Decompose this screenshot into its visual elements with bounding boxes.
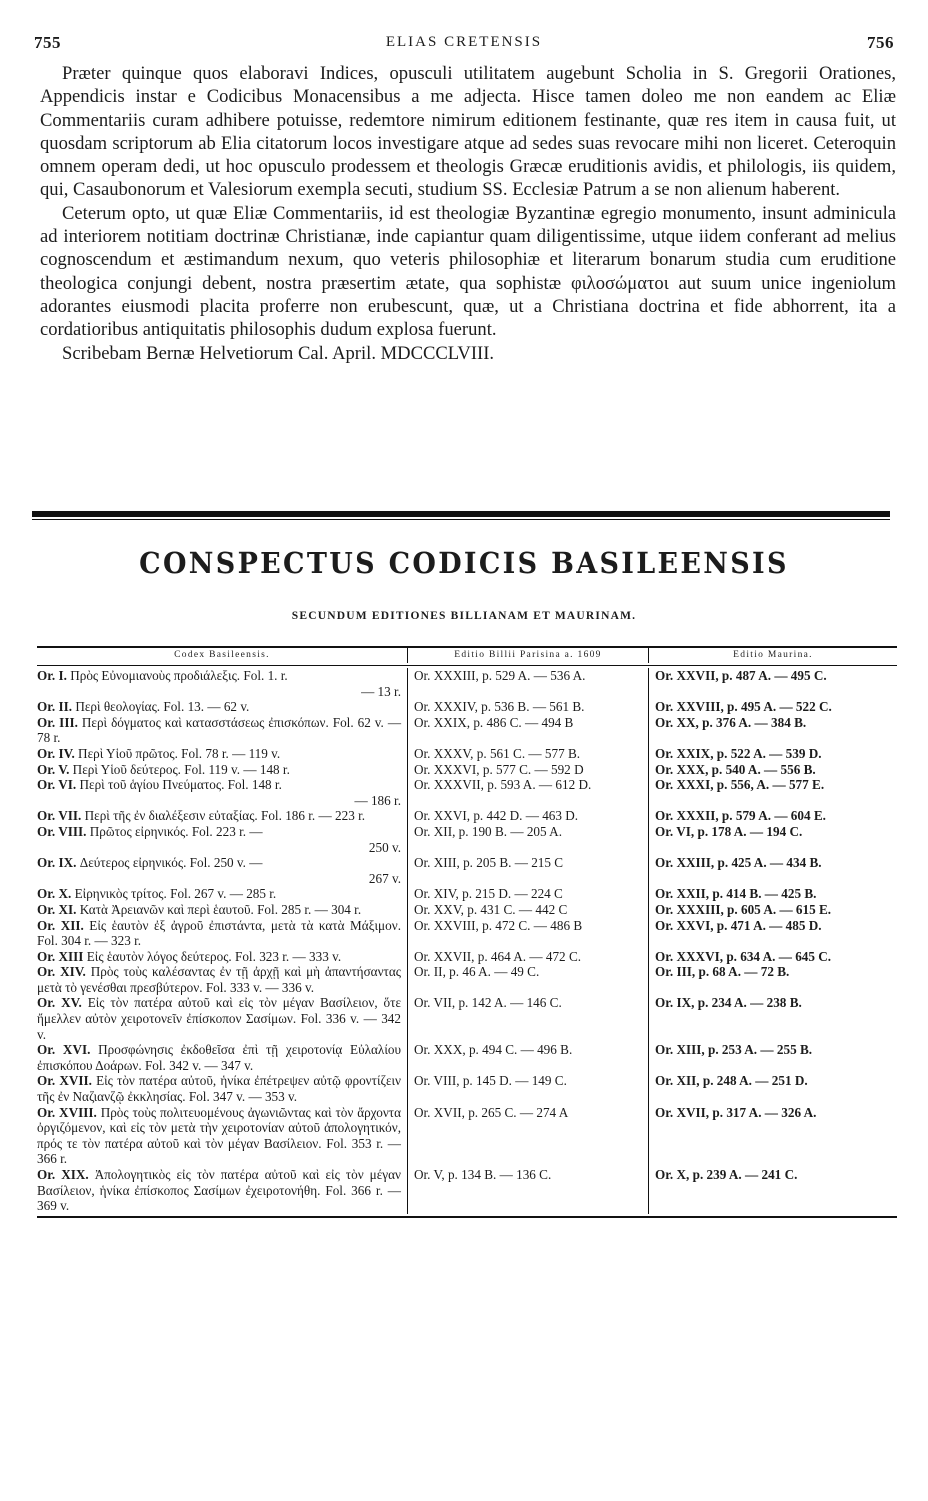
- table-row: [37, 699, 897, 715]
- codex-cell: [37, 902, 407, 918]
- oration-number: Or. XIII: [37, 948, 84, 964]
- table-row: [37, 902, 897, 918]
- maurina-cell: Or. XXVII, p. 487 A. — 495 C.: [655, 668, 827, 683]
- oration-title: Εἰς τὸν πατέρα αὐτοῦ καὶ εἰς τὸν μέγαν Βασίλειον, ὅτε ἤμελλεν αὐτὸν χειροτονεῖν ἐπίσκοπον Σασίμων. Fol. 336 v. — 342 v.: [37, 995, 401, 1042]
- maurina-cell: Or. XXXI, p. 556, A. — 577 E.: [655, 777, 825, 793]
- billii-cell: Or. XXXIII, p. 529 A. — 536 A.: [414, 668, 586, 683]
- codex-cell: [37, 949, 407, 965]
- maurina-cell: Or. XXXVI, p. 634 A. — 645 C.: [655, 948, 832, 964]
- folio-range-end: 267 v.: [368, 870, 401, 886]
- billii-cell: Or. VII, p. 142 A. — 146 C.: [414, 995, 562, 1011]
- oration-title: Περὶ Υἱοῦ πρῶτος. Fol. 78 r. — 119 v.: [78, 745, 281, 761]
- maurina-cell: Or. VI, p. 178 A. — 194 C.: [655, 823, 803, 839]
- codex-cell: [37, 1167, 407, 1214]
- oration-number: Or. XI.: [37, 901, 77, 917]
- oration-number: Or. XVII.: [37, 1073, 92, 1089]
- codex-cell: [37, 699, 407, 715]
- billii-cell: Or. VIII, p. 145 D. — 149 C.: [414, 1073, 567, 1089]
- codex-cell: [37, 995, 407, 1042]
- oration-number: Or. XVI.: [37, 1042, 91, 1058]
- maurina-cell: Or. XXXII, p. 579 A. — 604 E.: [655, 808, 826, 824]
- folio-range-end: 250 v.: [368, 839, 401, 855]
- oration-title: Προσφώνησις ἐκδοθεῖσα ἐπὶ τῇ χειροτονίᾳ Εὐλαλίου ἐπισκόπου Δοάρων. Fol. 342 v. — 347 v.: [37, 1042, 401, 1073]
- table-row: [37, 746, 897, 762]
- codex-cell: [37, 1073, 407, 1104]
- preface-paragraph-1: Præter quinque quos elaboravi Indices, opusculi utilitatem augebunt Scholia in S. Gregorii Orationes, Appendicis instar e Codicibus Monacensibus a me adjecta. Hisce tamen doleo me non eandem ac Eliæ Commentariis curam adhibere potuisse, redemtore nimirum editionem festinante, quæ res item in causa fuit, ut quosdam scriptorum ab Elia citatorum locos investigare atque ad sedes suas revocare mihi non liceret. Ceteroquin omnem operam dedi, ut hoc opusculo prodessem et theologis Græcæ eruditionis avidis, et philologis, iis quidem, qui, Casaubonorum et Valesiorum exempla secuti, studium SS. Ecclesiæ Patrum a se non alienum haberent.: [40, 63, 896, 201]
- table-body: [37, 668, 897, 1214]
- codex-cell: [37, 668, 407, 699]
- maurina-cell: Or. XII, p. 248 A. — 251 D.: [655, 1073, 808, 1089]
- billii-cell: Or. XVII, p. 265 C. — 274 A: [414, 1104, 569, 1120]
- maurina-cell: Or. IX, p. 234 A. — 238 B.: [655, 995, 802, 1011]
- maurina-cell: Or. XXVI, p. 471 A. — 485 D.: [655, 917, 822, 933]
- table-row: [37, 995, 897, 1042]
- folio-range-end: — 13 r.: [361, 683, 401, 699]
- codex-cell: [37, 1042, 407, 1073]
- oration-title: Περὶ τῆς ἐν διαλέξεσιν εὐταξίας. Fol. 186 r. — 223 r.: [84, 808, 366, 824]
- table-row: [37, 824, 897, 855]
- maurina-cell: Or. XXXIII, p. 605 A. — 615 E.: [655, 901, 832, 917]
- conspectus-subtitle: SECUNDUM EDITIONES BILLIANAM ET MAURINAM.: [291, 610, 637, 622]
- page-number-right: 756: [867, 33, 894, 52]
- codex-cell: [37, 964, 407, 995]
- running-title: ELIAS CRETENSIS: [385, 34, 543, 50]
- oration-number: Or. III.: [37, 714, 78, 730]
- oration-title: Ἀπολογητικὸς εἰς τὸν πατέρα αὐτοῦ καὶ εἰς τὸν μέγαν Βασίλειον, ἡνίκα ἐπίσκοπος Σασίμων ἐχειροτονήθη. Fol. 366 r. — 369 v.: [37, 1167, 401, 1214]
- oration-title: Πρὸς Εὐνομιανοὺς προδιάλεξις. Fol. 1. r.: [70, 668, 288, 683]
- oration-title: Εἰς ἑαυτὸν λόγος δεύτερος. Fol. 323 r. — 333 v.: [86, 948, 342, 964]
- maurina-cell: Or. XIII, p. 253 A. — 255 B.: [655, 1042, 813, 1058]
- table-row: [37, 715, 897, 746]
- maurina-cell: Or. III, p. 68 A. — 72 B.: [655, 964, 790, 980]
- codex-cell: [37, 886, 407, 902]
- table-header-rule: [37, 665, 897, 666]
- oration-title: Περὶ δόγματος καὶ κατασστάσεως ἐπισκόπων. Fol. 62 v. — 78 r.: [37, 714, 402, 746]
- page-number-left: 755: [34, 33, 61, 52]
- oration-title: Εἰς ἑαυτὸν ἐξ ἀγροῦ ἐπιστάντα, μετὰ τὰ κατὰ Μάξιμον. Fol. 304 r. — 323 r.: [37, 917, 401, 949]
- oration-number: Or. IV.: [37, 745, 75, 761]
- codex-cell: [37, 777, 407, 808]
- preface-signature: Scribebam Bernæ Helvetiorum Cal. April. MDCCCLVIII.: [62, 342, 495, 364]
- oration-title: Περὶ θεολογίας. Fol. 13. — 62 v.: [75, 699, 250, 715]
- billii-cell: Or. XXXVI, p. 577 C. — 592 D: [414, 761, 584, 777]
- oration-number: Or. VII.: [37, 808, 82, 824]
- maurina-cell: Or. XXX, p. 540 A. — 556 B.: [655, 761, 816, 777]
- maurina-cell: Or. XXIII, p. 425 A. — 434 B.: [655, 855, 822, 871]
- table-header: [37, 648, 897, 663]
- oration-number: Or. XV.: [37, 995, 82, 1011]
- table-row: [37, 855, 897, 886]
- table-row: [37, 808, 897, 824]
- billii-cell: Or. XXVII, p. 464 A. — 472 C.: [414, 948, 582, 964]
- table-row: [37, 949, 897, 965]
- oration-title: Δεύτερος εἰρηνικός. Fol. 250 v. —: [79, 855, 263, 871]
- billii-cell: Or. XXV, p. 431 C. — 442 C: [414, 901, 568, 917]
- table-row: [37, 1042, 897, 1073]
- codex-cell: [37, 855, 407, 886]
- codex-cell: [37, 715, 407, 746]
- table-row: [37, 1073, 897, 1104]
- codex-cell: [37, 824, 407, 855]
- oration-number: Or. VI.: [37, 777, 77, 793]
- billii-cell: Or. XXIX, p. 486 C. — 494 B: [414, 714, 574, 730]
- section-rule-thin: [32, 519, 890, 520]
- codex-cell: [37, 746, 407, 762]
- billii-cell: Or. XII, p. 190 B. — 205 A.: [414, 823, 562, 839]
- billii-cell: Or. XXXV, p. 561 C. — 577 B.: [414, 745, 581, 761]
- oration-title: Πρὸς τοὺς καλέσαντας ἐν τῇ ἀρχῇ καὶ μὴ ἀπαντήσαντας μετὰ τὸ γενέσθαι πρεσβύτερον. Fol. 333 v. — 336 v.: [37, 964, 401, 995]
- oration-title: Περὶ Υἱοῦ δεύτερος. Fol. 119 v. — 148 r.: [72, 761, 290, 777]
- codex-cell: [37, 762, 407, 778]
- oration-title: Εἰς τὸν πατέρα αὐτοῦ, ἡνίκα ἐπέτρεψεν αὐτῷ φροντίζειν τῆς ἐν Ναζιανζῷ ἐκκλησίας. Fol. 347 v. — 353 v.: [37, 1073, 401, 1105]
- table-row: [37, 1105, 897, 1167]
- oration-number: Or. XIX.: [37, 1167, 89, 1182]
- oration-title: Πρὸς τοὺς πολιτευομένους ἀγωνιῶντας καὶ τὸν ἄρχοντα ὀργιζόμενον, καὶ εἰς τὸν μετὰ τὴν χειροτονίαν αὐτοῦ ἀπολογητικόν, πρός τε τὸν πατέρα αὐτοῦ καὶ τὸν μέγαν Βασίλειον. Fol. 353 r. — 366 r.: [37, 1104, 402, 1167]
- codex-cell: [37, 1105, 407, 1167]
- oration-number: Or. VIII.: [37, 823, 87, 839]
- billii-cell: Or. XIII, p. 205 B. — 215 C: [414, 855, 564, 871]
- table-row: [37, 918, 897, 949]
- billii-cell: Or. XXXVII, p. 593 A. — 612 D.: [414, 777, 592, 793]
- billii-cell: Or. V, p. 134 B. — 136 C.: [414, 1167, 552, 1182]
- oration-title: Περὶ τοῦ ἁγίου Πνεύματος. Fol. 148 r.: [79, 777, 282, 793]
- oration-number: Or. II.: [37, 699, 73, 715]
- table-row: [37, 964, 897, 995]
- preface-text: [40, 62, 896, 365]
- oration-title: Πρῶτος εἰρηνικός. Fol. 223 r. —: [89, 823, 263, 839]
- maurina-cell: Or. X, p. 239 A. — 241 C.: [655, 1167, 798, 1182]
- maurina-cell: Or. XX, p. 376 A. — 384 B.: [655, 714, 807, 730]
- table-row: [37, 1167, 897, 1214]
- billii-cell: Or. XXX, p. 494 C. — 496 B.: [414, 1042, 573, 1058]
- table-row: [37, 762, 897, 778]
- preface-paragraph-2: Ceterum opto, ut quæ Eliæ Commentariis, id est theologiæ Byzantinæ egregio monumento, insunt adminicula ad interiorem notitiam doctrinæ Christianæ, inde capiantur quam diligentissime, utque iidem conferant ad melius cognoscendum et æstimandum nexum, quo veteris philosophiæ et literarum bonarum studia cum eruditione theologica conjungi debent, nostra præsertim ætate, qua sophistæ φιλοσώματοι aut suum unice ingeniolum adorantes eiusmodi placita proferre non erubescunt, quæ, ut a Christiana doctrina et fide abhorrent, ita a cordatioribus antiquitatis philosophis dudum explosa fuerunt.: [40, 202, 896, 341]
- column-header-codex: Codex Basileensis.: [174, 650, 270, 660]
- oration-number: Or. IX.: [37, 855, 77, 871]
- folio-range-end: — 186 r.: [354, 792, 401, 808]
- billii-cell: Or. XXVI, p. 442 D. — 463 D.: [414, 808, 579, 824]
- billii-cell: Or. II, p. 46 A. — 49 C.: [414, 964, 540, 980]
- billii-cell: Or. XIV, p. 215 D. — 224 C: [414, 886, 563, 902]
- codex-cell: [37, 918, 407, 949]
- oration-number: Or. V.: [37, 761, 70, 777]
- table-row: [37, 886, 897, 902]
- column-header-billii: Editio Billii Parisina a. 1609: [454, 650, 602, 660]
- maurina-cell: Or. XVII, p. 317 A. — 326 A.: [655, 1104, 817, 1120]
- oration-title: Κατὰ Ἀρειανῶν καὶ περὶ ἑαυτοῦ. Fol. 285 r. — 304 r.: [79, 901, 362, 917]
- running-header: [34, 33, 894, 55]
- oration-number: Or. XIV.: [37, 964, 86, 980]
- maurina-cell: Or. XXII, p. 414 B. — 425 B.: [655, 886, 817, 902]
- table-bottom-rule: [37, 1216, 897, 1218]
- oration-number: Or. XII.: [37, 917, 84, 933]
- oration-number: Or. XVIII.: [37, 1104, 97, 1120]
- table-row: [37, 668, 897, 699]
- table-row: [37, 777, 897, 808]
- column-header-maurina: Editio Maurina.: [733, 650, 813, 660]
- conspectus-title: CONSPECTUS CODICIS BASILEENSIS: [139, 546, 789, 580]
- billii-cell: Or. XXXIV, p. 536 B. — 561 B.: [414, 699, 585, 715]
- codex-cell: [37, 808, 407, 824]
- oration-title: Εἰρηνικὸς τρίτος. Fol. 267 v. — 285 r.: [74, 886, 277, 902]
- oration-number: Or. I.: [37, 668, 67, 683]
- maurina-cell: Or. XXVIII, p. 495 A. — 522 C.: [655, 699, 832, 715]
- billii-cell: Or. XXVIII, p. 472 C. — 486 B: [414, 917, 583, 933]
- maurina-cell: Or. XXIX, p. 522 A. — 539 D.: [655, 745, 822, 761]
- oration-number: Or. X.: [37, 886, 72, 902]
- conspectus-table: [37, 646, 897, 1218]
- section-rule-thick: [32, 511, 890, 517]
